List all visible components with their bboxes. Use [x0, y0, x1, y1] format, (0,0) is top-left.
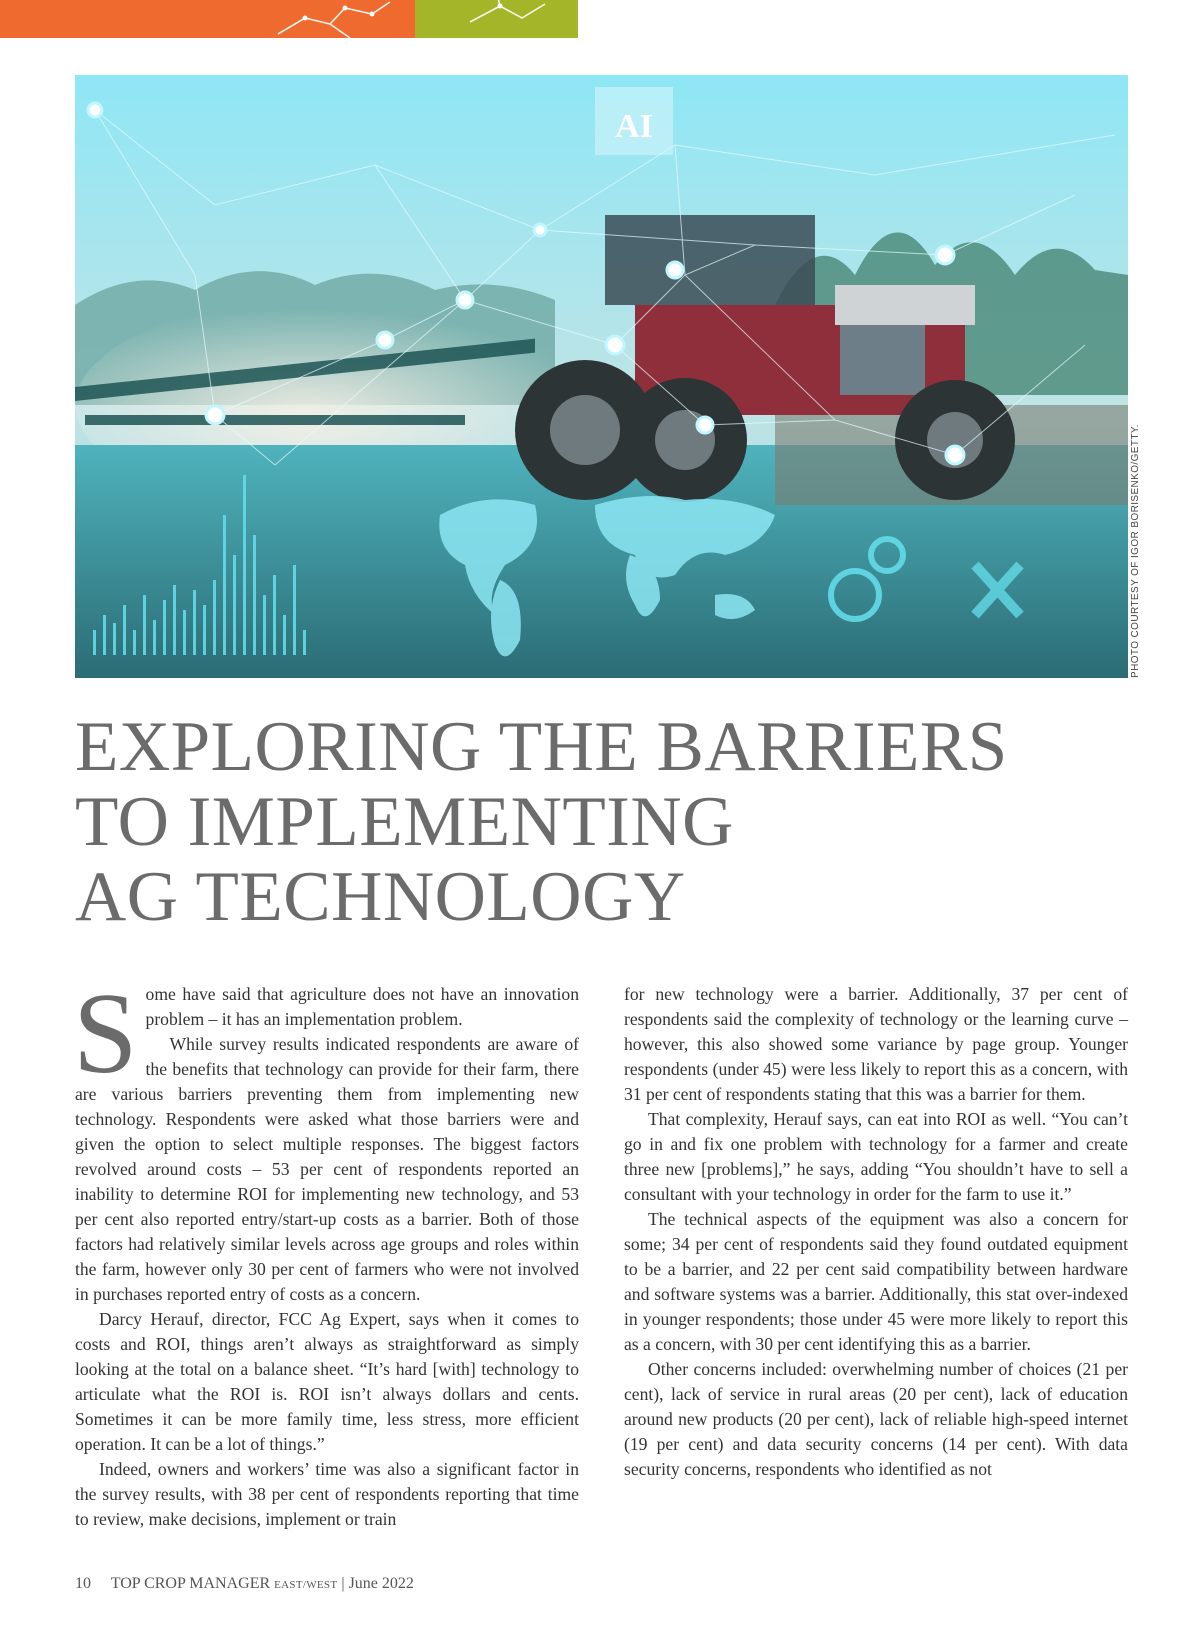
header-network-graphic	[0, 0, 578, 38]
tech-tractor-illustration	[75, 75, 1128, 678]
publication-edition: EAST/WEST	[274, 1579, 338, 1591]
photo-credit: PHOTO COURTESY OF IGOR BORISENKO/GETTY.	[1130, 424, 1141, 678]
paragraph: That complexity, Herauf says, can eat into ROI as well. “You can’t go in and fix one problem with technology for a farmer and create three new [problems],” he says, adding “You shouldn’t have to sell a consultant with your technology in order for the farm to use it.”	[624, 1109, 1128, 1204]
paragraph: While survey results indicated respondents are aware of the benefits that technology can provide for their farm, there are various barriers preventing them from implementing new technology. Respondents were asked what those barriers were and given the option to select multiple responses. The biggest factors revolved around costs – 53 per cent of respondents reported an inability to determine ROI for implementing new technology, and 53 per cent also reported entry/start-up costs as a barrier. Both of those factors had relatively similar levels across age groups and roles within the farm, however only 30 per cent of farmers who were not involved in purchases reported entry of costs as a concern.	[75, 1034, 579, 1304]
page-number: 10	[75, 1575, 91, 1592]
footer-separator: |	[341, 1575, 345, 1592]
article-column-right	[624, 982, 1128, 1482]
paragraph-text: ome have said that agriculture does not have an innovation problem – it has an implementation problem.	[145, 984, 579, 1029]
article-title	[75, 710, 1075, 935]
page-footer	[75, 1575, 414, 1593]
paragraph: Indeed, owners and workers’ time was also a significant factor in the survey results, with 38 per cent of respondents reporting that time to review, make decisions, implement or train	[75, 1459, 579, 1529]
paragraph	[73, 970, 579, 1098]
publication-name: TOP CROP MANAGER	[110, 1575, 271, 1592]
drop-cap: S	[73, 970, 138, 1098]
paragraph: The technical aspects of the equipment was also a concern for some; 34 per cent of respondents said they found outdated equipment to be a barrier, and 22 per cent said compatibility between hardware and software systems was a barrier. Additionally, this stat over-indexed in younger respondents; those under 45 were more likely to report this as a concern, with 30 per cent identifying this as a barrier.	[624, 1209, 1128, 1354]
title-line-3: AG TECHNOLOGY	[75, 858, 686, 936]
paragraph: Other concerns included: overwhelming number of choices (21 per cent), lack of service in rural areas (20 per cent), lack of education around new products (20 per cent), lack of reliable high-speed internet (19 per cent) and data security concerns (14 per cent). With data security concerns, respondents who identified as not	[624, 1359, 1128, 1479]
ai-badge-text: AI	[615, 108, 653, 145]
hero-photo	[75, 75, 1128, 678]
issue-date: June 2022	[348, 1575, 414, 1592]
paragraph: for new technology were a barrier. Additionally, 37 per cent of respondents said the complexity of technology or the learning curve – however, this also showed some variance by page group. Younger respondents (under 45) were less likely to report this as a concern, with 31 per cent of respondents stating that this was a barrier for them.	[624, 984, 1128, 1104]
title-line-2: TO IMPLEMENTING	[75, 783, 734, 861]
title-line-1: EXPLORING THE BARRIERS	[75, 708, 1008, 786]
header-color-bar	[0, 0, 578, 38]
paragraph: Darcy Herauf, director, FCC Ag Expert, says when it comes to costs and ROI, things aren’t always as straightforward as simply looking at the total on a balance sheet. “It’s hard [with] technology to articulate what the ROI is. ROI isn’t always dollars and cents. Sometimes it can be more family time, less stress, more efficient operation. It can be a lot of things.”	[75, 1309, 579, 1454]
article-column-left	[73, 970, 579, 1532]
